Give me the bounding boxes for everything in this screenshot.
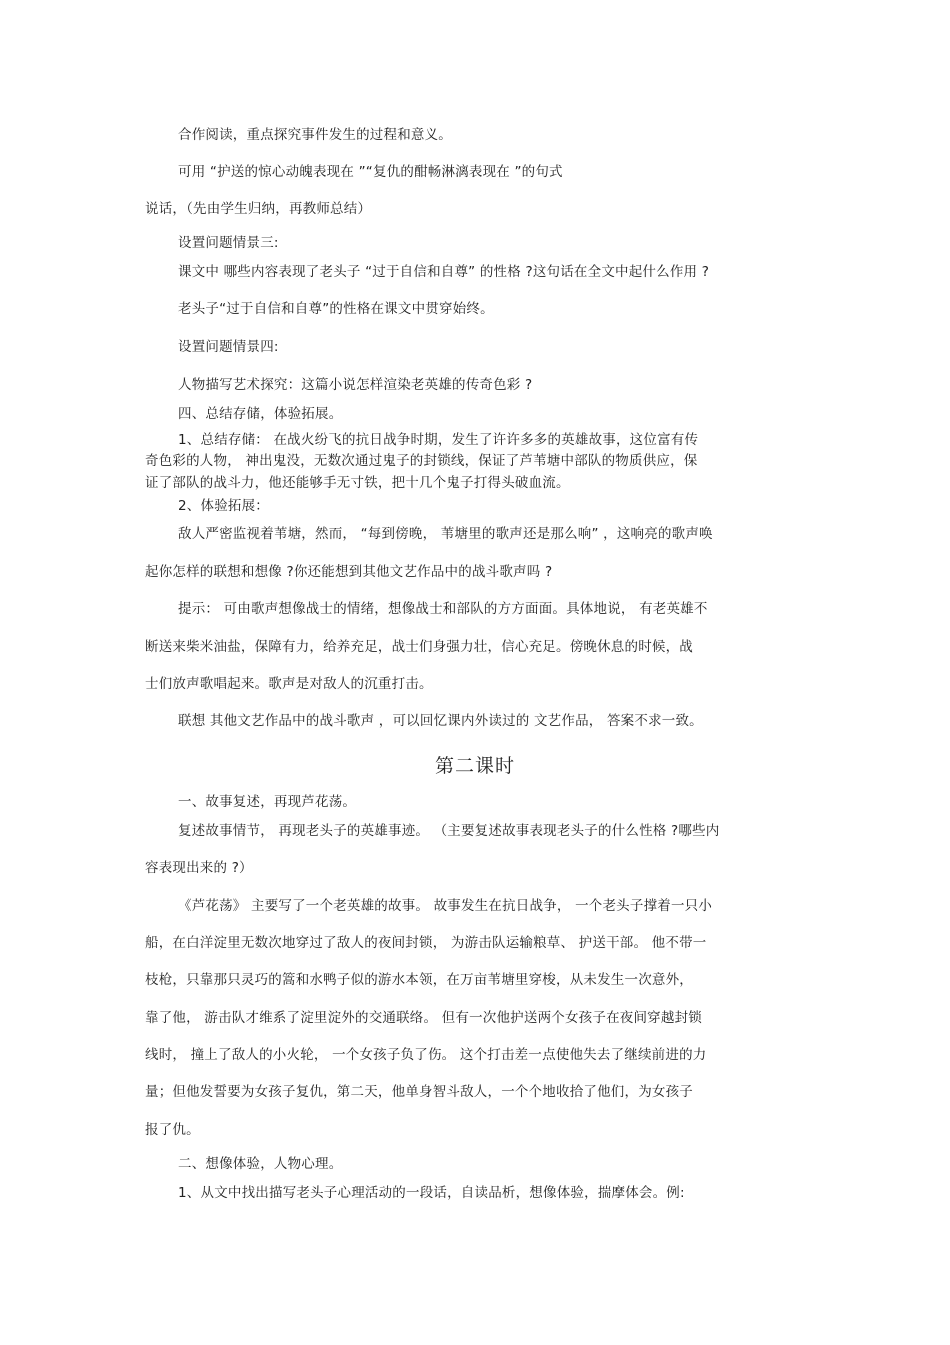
text-line: 容表现出来的 ?） [145, 860, 253, 876]
text-line: 课文中 哪些内容表现了老头子 “过于自信和自尊” 的性格 ?这句话在全文中起什么作用 ? [178, 264, 710, 280]
text-line: 复述故事情节， 再现老头子的英雄事迹。 （主要复述故事表现老头子的什么性格 ?哪些内 [178, 823, 720, 839]
text-line: 报了仇。 [145, 1122, 200, 1138]
text-line: 士们放声歌唱起来。歌声是对敌人的沉重打击。 [145, 676, 433, 692]
text-line: 2、体验拓展： [178, 498, 269, 514]
text-line: 老头子“过于自信和自尊”的性格在课文中贯穿始终。 [178, 301, 494, 317]
text-line: 断送来柴米油盐，保障有力，给养充足，战士们身强力壮，信心充足。傍晚休息的时候，战 [145, 639, 693, 655]
text-line: 可用 “护送的惊心动魄表现在 ”“复仇的酣畅淋漓表现在 ”的句式 [178, 164, 563, 180]
text-line: 证了部队的战斗力，他还能够手无寸铁，把十几个鬼子打得头破血流。 [145, 475, 570, 491]
text-line: 人物描写艺术探究：这篇小说怎样渲染老英雄的传奇色彩 ? [178, 377, 533, 393]
section-heading: 二、想像体验，人物心理。 [178, 1156, 343, 1172]
text-line: 《芦花荡》 主要写了一个老英雄的故事。 故事发生在抗日战争， 一个老头子撑着一只小 [178, 898, 713, 914]
section-heading: 四、总结存储，体验拓展。 [178, 406, 343, 422]
text-line: 1、从文中找出描写老头子心理活动的一段话，自读品析，想像体验，揣摩体会。例: [178, 1185, 685, 1201]
text-line: 量；但他发誓要为女孩子复仇，第二天，他单身智斗敌人，一个个地收拾了他们，为女孩子 [145, 1084, 693, 1100]
section-heading: 一、故事复述，再现芦花荡。 [178, 794, 357, 810]
text-line: 设置问题情景三: [178, 235, 279, 251]
text-line: 枝枪，只靠那只灵巧的篙和水鸭子似的游水本领，在万亩苇塘里穿梭，从未发生一次意外， [145, 972, 693, 988]
lesson-title: 第二课时 [434, 755, 515, 777]
text-line: 奇色彩的人物， 神出鬼没，无数次通过鬼子的封锁线，保证了芦苇塘中部队的物质供应，保 [145, 453, 698, 469]
text-line: 说话，（先由学生归纳，再教师总结） [145, 201, 372, 217]
text-line: 船，在白洋淀里无数次地穿过了敌人的夜间封锁， 为游击队运输粮草、 护送干部。 他不带一 [145, 935, 707, 951]
text-line: 敌人严密监视着苇塘，然而， “每到傍晚， 苇塘里的歌声还是那么响” ，这响亮的歌声唤 [178, 526, 713, 542]
text-line: 靠了他， 游击队才维系了淀里淀外的交通联络。 但有一次他护送两个女孩子在夜间穿越封锁 [145, 1010, 702, 1026]
text-line: 起你怎样的联想和想像 ?你还能想到其他文艺作品中的战斗歌声吗 ? [145, 564, 553, 580]
text-line: 联想 其他文艺作品中的战斗歌声 ，可以回忆课内外读过的 文艺作品， 答案不求一致。 [178, 713, 703, 729]
text-line: 提示： 可由歌声想像战士的情绪，想像战士和部队的方方面面。具体地说， 有老英雄不 [178, 601, 708, 617]
text-line: 合作阅读，重点探究事件发生的过程和意义。 [178, 127, 452, 143]
text-line: 设置问题情景四: [178, 339, 279, 355]
text-line: 1、总结存储： 在战火纷飞的抗日战争时期，发生了许许多多的英雄故事，这位富有传 [178, 432, 699, 448]
text-line: 线时， 撞上了敌人的小火轮， 一个女孩子负了伤。 这个打击差一点使他失去了继续前进的力 [145, 1047, 707, 1063]
